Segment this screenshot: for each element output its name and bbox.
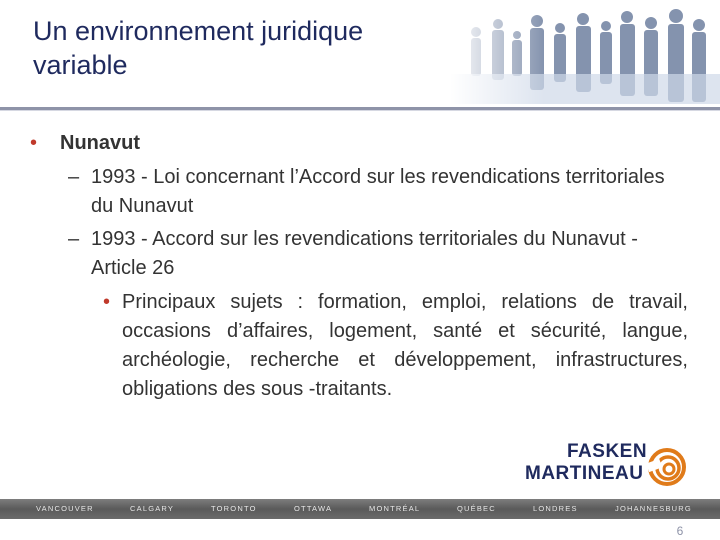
page-number: 6 <box>676 524 684 538</box>
city-label: OTTAWA <box>294 504 333 513</box>
slide-header <box>0 0 720 108</box>
city-label: TORONTO <box>211 504 257 513</box>
logo-swirl-icon <box>647 447 687 487</box>
city-label: CALGARY <box>130 504 175 513</box>
sub-bullet-text: 1993 - Loi concernant l’Accord sur les revendications territoriales du Nunavut <box>91 166 665 217</box>
logo-line2: MARTINEAU <box>525 463 644 484</box>
sub-bullet-text: 1993 - Accord sur les revendications territoriales du Nunavut - Article 26 <box>91 228 638 279</box>
business-people-image <box>450 4 720 104</box>
logo-line1: FASKEN <box>567 441 648 462</box>
bullet-icon: • <box>103 291 111 313</box>
city-band <box>0 499 720 519</box>
title-divider-light <box>0 110 720 111</box>
city-label: MONTRÉAL <box>369 504 421 513</box>
dash-icon: – <box>68 166 80 188</box>
bullet-icon: • <box>30 132 38 154</box>
dash-icon: – <box>68 228 80 250</box>
slide-title: Un environnement juridique variable <box>33 16 364 80</box>
bullet-text: Nunavut <box>60 132 140 154</box>
sub-sub-bullet-text: Principaux sujets : formation, emploi, relations de travail, occasions d’affaires, logement, santé et sécurité, langue, archéologie, recherche et développement, infrastructures, obligations des sous -traitants. <box>122 291 688 400</box>
city-label: QUÉBEC <box>457 504 496 513</box>
fasken-martineau-logo <box>525 441 690 489</box>
city-label: LONDRES <box>533 504 578 513</box>
city-label: JOHANNESBURG <box>615 504 692 513</box>
city-label: VANCOUVER <box>36 504 94 513</box>
